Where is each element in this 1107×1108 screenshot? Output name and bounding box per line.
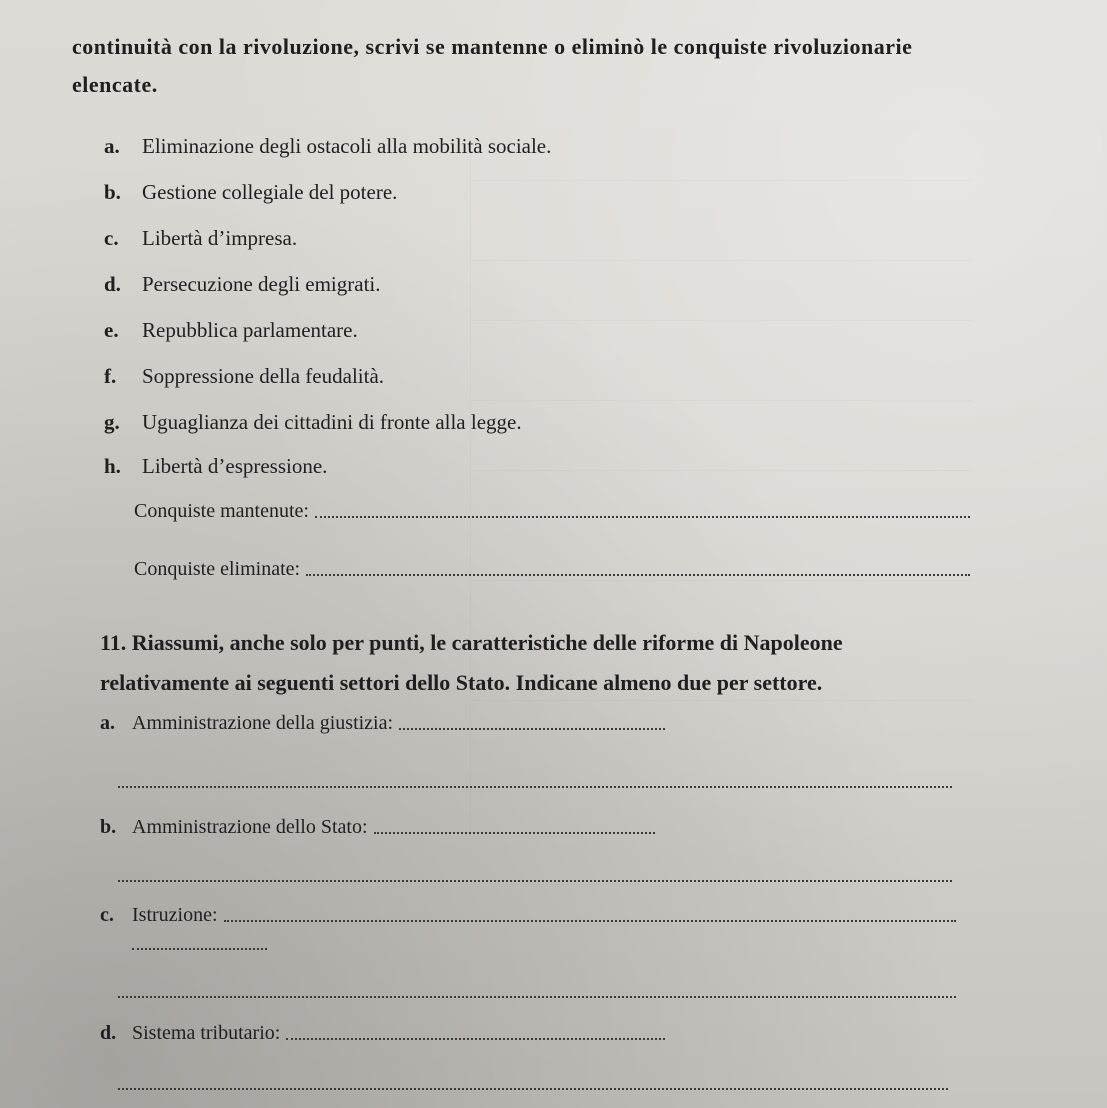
sector-b-field[interactable] [374, 832, 655, 834]
sector-label: Istruzione: [132, 904, 218, 926]
item-letter: e. [104, 318, 119, 342]
sector-label: Sistema tributario: [132, 1022, 281, 1044]
item-letter: a. [104, 134, 120, 158]
item-text: Soppressione della feudalità. [142, 364, 385, 388]
item-letter: d. [104, 272, 121, 296]
item-letter: b. [104, 180, 121, 204]
instruction-line-1: continuità con la rivoluzione, scrivi se mantenne o eliminò le conquiste rivoluzionarie [72, 34, 913, 59]
conquest-item-e [104, 318, 358, 343]
show-through-table [470, 140, 971, 840]
sector-letter: a. [100, 712, 115, 734]
item-letter: h. [104, 454, 121, 478]
item-letter: f. [104, 364, 117, 388]
sector-d-row [100, 1022, 665, 1045]
question-11-line-2: relativamente ai seguenti settori dello Stato. Indicane almeno due per settore. [100, 670, 823, 695]
item-text: Libertà d’espressione. [142, 454, 328, 478]
conquest-item-f [104, 364, 384, 389]
sector-c-continuation-line[interactable] [132, 948, 267, 950]
item-letter: c. [104, 226, 119, 250]
sector-a-row [100, 712, 665, 735]
conquest-item-c [104, 226, 297, 251]
sector-letter: d. [100, 1022, 117, 1044]
instruction-line-2: elencate. [72, 72, 158, 97]
sector-c-row [100, 904, 956, 927]
sector-c-answer-line[interactable] [118, 996, 956, 998]
kept-conquests-label: Conquiste mantenute: [134, 500, 309, 522]
removed-conquests-field[interactable] [306, 574, 970, 576]
item-text: Uguaglianza dei cittadini di fronte alla legge. [142, 410, 522, 434]
sector-a-answer-line[interactable] [118, 786, 952, 788]
item-text: Persecuzione degli emigrati. [142, 272, 381, 296]
removed-conquests-row [134, 558, 970, 581]
kept-conquests-row [134, 500, 970, 523]
sector-a-field[interactable] [399, 728, 665, 730]
sector-letter: b. [100, 816, 117, 838]
kept-conquests-field[interactable] [315, 516, 970, 518]
conquest-item-a [104, 134, 551, 159]
sector-label: Amministrazione dello Stato: [132, 816, 368, 838]
item-text: Eliminazione degli ostacoli alla mobilità sociale. [142, 134, 552, 158]
sector-label: Amministrazione della giustizia: [132, 712, 394, 734]
item-text: Repubblica parlamentare. [142, 318, 358, 342]
conquest-item-g [104, 410, 522, 435]
item-text: Gestione collegiale del potere. [142, 180, 398, 204]
question-11-line-1: 11. Riassumi, anche solo per punti, le caratteristiche delle riforme di Napoleone [100, 630, 843, 655]
conquest-item-h [104, 454, 327, 479]
sector-d-field[interactable] [286, 1038, 665, 1040]
sector-b-answer-line[interactable] [118, 880, 952, 882]
sector-b-row [100, 816, 655, 839]
item-letter: g. [104, 410, 120, 434]
sector-d-answer-line[interactable] [118, 1088, 948, 1090]
conquest-item-d [104, 272, 381, 297]
sector-c-field[interactable] [224, 920, 956, 922]
sector-letter: c. [100, 904, 114, 926]
removed-conquests-label: Conquiste eliminate: [134, 558, 301, 580]
conquest-item-b [104, 180, 397, 205]
item-text: Libertà d’impresa. [142, 226, 298, 250]
